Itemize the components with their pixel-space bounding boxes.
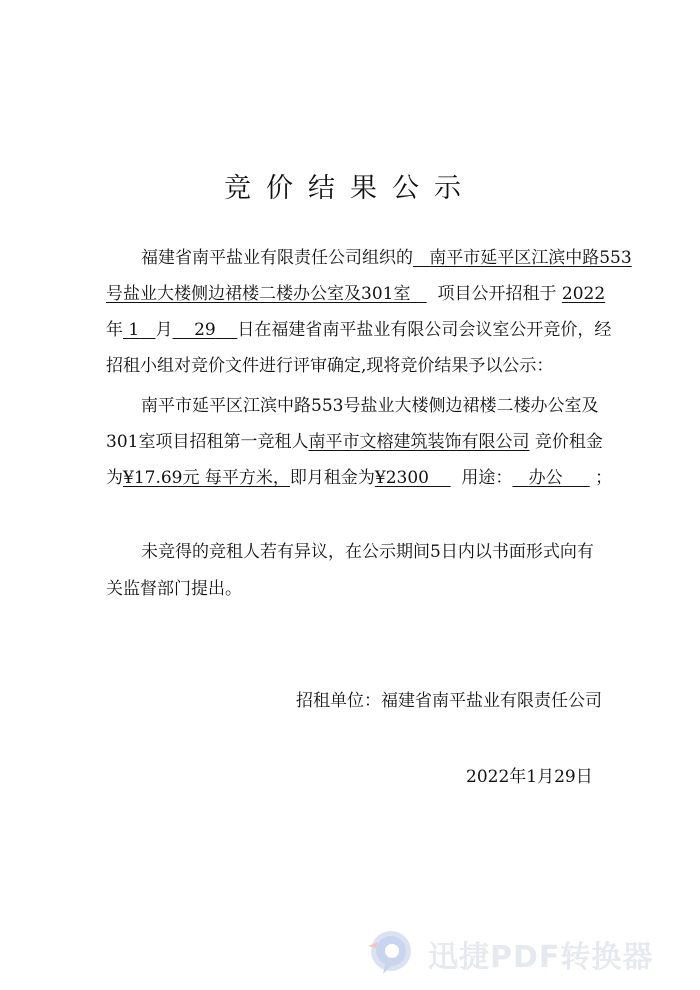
para1-text-2 — [427, 284, 562, 304]
para2-line2 — [106, 431, 603, 453]
document-title: 竞价结果公示 — [224, 173, 476, 204]
para1-text-2-inner: 项目公开招租于 — [437, 284, 557, 304]
watermark — [362, 918, 692, 982]
para2-text: 301室项目招租第一竞租人 — [106, 432, 309, 452]
para1-line4: 招租小组对竞价文件进行评审确定,现将竞价结果予以公示： — [106, 356, 554, 376]
monthly-rent-value: ¥2300 — [374, 468, 429, 488]
month-char: 月 — [155, 320, 173, 340]
usage-value — [512, 468, 589, 488]
unit-rent: ¥17.69元 每平方米， — [123, 468, 290, 488]
property-address-part2 — [106, 284, 427, 304]
para2-text-2: 竞价租金 — [534, 432, 603, 452]
para2-text-3: 为 — [106, 468, 123, 488]
bid-month — [123, 320, 155, 340]
document-date: 2022年1月29日 — [466, 767, 593, 787]
usage-label: 用途： — [461, 468, 513, 488]
bid-year: 2022 — [561, 284, 606, 304]
para3-line2: 关监督部门提出。 — [106, 579, 242, 599]
property-address-part2-text: 号盐业大楼侧边裙楼二楼办公室及301室 — [106, 284, 411, 304]
bid-day — [172, 320, 237, 340]
para1-text: 福建省南平盐业有限责任公司组织的 — [141, 248, 413, 268]
bid-month-value: 1 — [128, 320, 140, 340]
para1-text-3: 日在福建省南平盐业有限公司会议室公开竞价，经 — [237, 320, 612, 340]
property-address-part1: 南平市延平区江滨中路553 — [429, 248, 632, 268]
pdf-converter-logo-icon — [362, 926, 420, 976]
para2-text-4: 即月租金为 — [289, 468, 375, 488]
para1-line1 — [141, 247, 632, 269]
watermark-text: 迅捷PDF转换器 — [428, 940, 654, 975]
winning-bidder: 南平市文榕建筑装饰有限公司 — [308, 432, 530, 452]
para1-line3 — [106, 319, 611, 341]
semicolon: ； — [595, 468, 613, 488]
para1-line2 — [106, 283, 605, 305]
para2-line1: 南平市延平区江滨中路553号盐业大楼侧边裙楼二楼办公室及 — [141, 396, 599, 416]
para2-line3 — [106, 467, 612, 489]
signature: 招租单位：福建省南平盐业有限责任公司 — [296, 691, 602, 711]
bid-day-value: 29 — [194, 320, 216, 340]
year-char: 年 — [106, 320, 123, 340]
para3-line1: 未竞得的竞租人若有异议，在公示期间5日内以书面形式向有 — [141, 542, 594, 562]
usage-value-text: 办公 — [528, 468, 563, 488]
monthly-rent — [375, 468, 451, 488]
property-address-underlined — [413, 248, 632, 268]
